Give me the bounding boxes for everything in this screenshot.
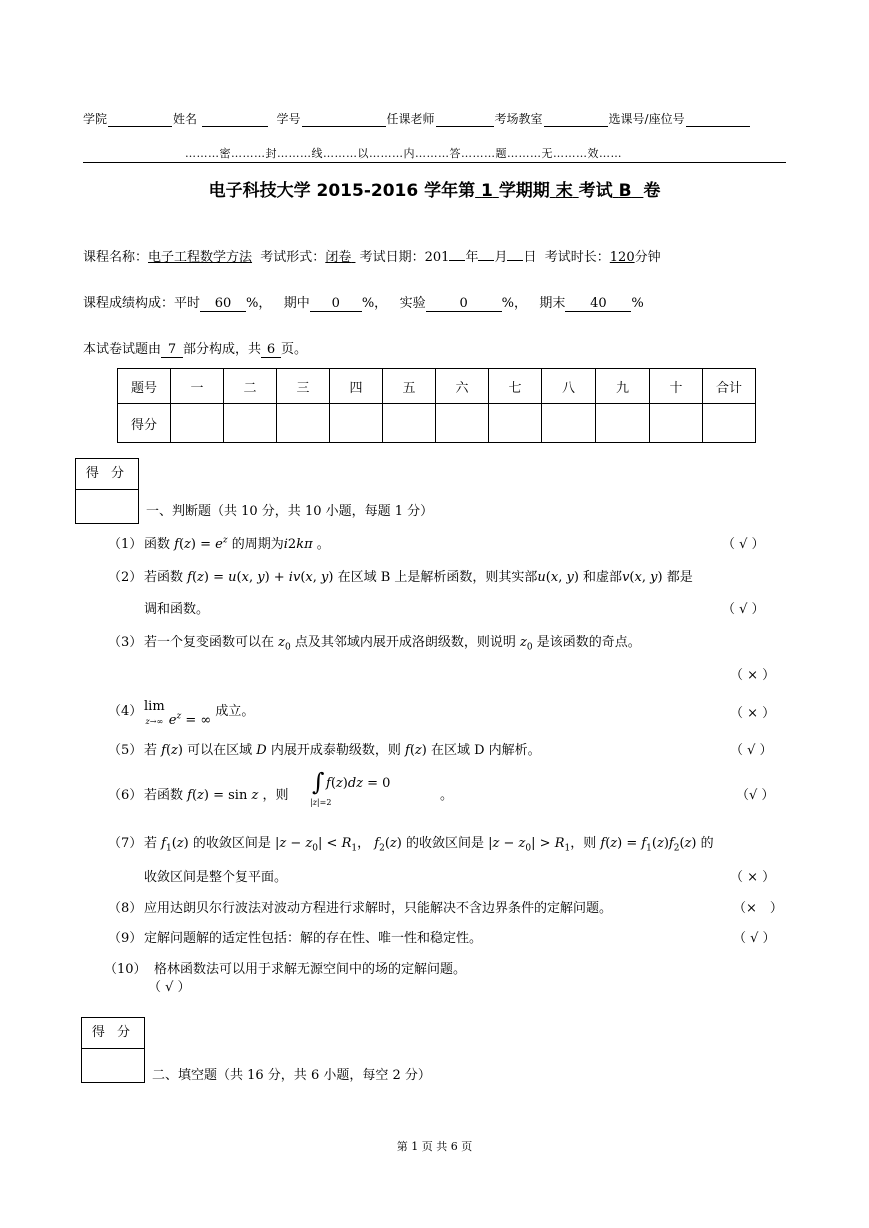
lab-value: 0 xyxy=(426,297,502,312)
score-cell[interactable] xyxy=(383,404,436,443)
parts-mid: 部分构成，共 xyxy=(183,342,262,357)
mid-percent: %， xyxy=(361,296,388,311)
teacher-field[interactable] xyxy=(436,112,494,127)
column-header: 九 xyxy=(596,369,650,404)
parts-suffix: 页。 xyxy=(281,342,308,357)
mid-label: 期中 xyxy=(283,296,310,311)
question-number: （6） xyxy=(108,788,143,803)
course-name: 电子工程数学方法 xyxy=(148,250,253,265)
question-text: ，则 xyxy=(262,788,289,803)
column-header: 七 xyxy=(489,369,542,404)
formula: $|z - z_0| < R_1$ xyxy=(275,836,358,854)
column-header: 三 xyxy=(277,369,330,404)
question-5: （5） 若 f(z) 可以在区域 D 内展开成泰勒级数，则 f(z) 在区域 D 内解析。 xyxy=(108,739,541,758)
student-info-line xyxy=(83,110,751,127)
formula: D xyxy=(256,743,267,758)
teacher-label: 任课老师 xyxy=(386,112,435,126)
question-number: （9） xyxy=(108,931,143,946)
title-paper: B xyxy=(618,181,632,201)
answer-mark: （ × ） xyxy=(730,706,776,721)
room-field[interactable] xyxy=(544,112,608,127)
title-prefix: 电子科技大学 2015-2016 学年第 xyxy=(208,181,476,201)
column-header: 合计 xyxy=(703,369,756,404)
parts-prefix: 本试卷试题由 xyxy=(83,342,162,357)
question-text: 。 xyxy=(440,788,454,803)
regular-label: 平时 xyxy=(174,296,201,311)
question-text: 点及其邻域内展开成洛朗级数，则说明 xyxy=(294,635,516,650)
score-table xyxy=(117,368,756,443)
formula: z xyxy=(278,635,286,650)
limit-formula: lim z→∞ $e^z$ = ∞ xyxy=(144,699,212,728)
question-text: 若一个复变函数可以在 xyxy=(144,635,275,650)
question-number: （3） xyxy=(108,635,143,650)
question-text: 定解问题解的适定性包括：解的存在性、唯一性和稳定性。 xyxy=(144,931,483,946)
question-number: （5） xyxy=(108,743,143,758)
answer-mark: （√ ） xyxy=(736,788,775,803)
score-cell[interactable] xyxy=(489,404,542,443)
question-text: 函数 xyxy=(144,537,171,552)
column-header: 十 xyxy=(650,369,703,404)
seal-divider xyxy=(83,162,786,163)
final-label: 期末 xyxy=(539,296,566,311)
score-table-header-row xyxy=(118,369,756,404)
lab-label: 实验 xyxy=(399,296,426,311)
formula: f xyxy=(174,537,179,552)
question-number: （4） xyxy=(108,704,143,719)
score-cell[interactable] xyxy=(650,404,703,443)
question-text: 的收敛区间是 xyxy=(405,836,484,851)
answer-mark: （ √ ） xyxy=(733,931,776,946)
id-field[interactable] xyxy=(302,112,386,127)
course-label: 课程名称： xyxy=(83,250,149,265)
question-number: （8） xyxy=(108,901,143,916)
score-box-label: 得 分 xyxy=(82,1018,144,1049)
question-2-continued: 调和函数。 xyxy=(144,602,210,617)
score-cell[interactable] xyxy=(542,404,596,443)
question-text: 和虚部 xyxy=(583,570,623,585)
room-label: 考场教室 xyxy=(494,112,543,126)
question-text: 的收敛区间是 xyxy=(192,836,271,851)
title-middle: 学期期 xyxy=(498,181,550,201)
answer-mark: （× ） xyxy=(733,901,783,916)
question-text: 可以在区域 xyxy=(187,743,253,758)
question-10 xyxy=(104,958,466,977)
title-exam: 考试 xyxy=(578,181,613,201)
regular-percent: %， xyxy=(246,296,272,311)
formula: i xyxy=(283,537,288,552)
question-2: （2） 若函数 f(z) = u(x, y) + iv(x, y) 在区域 B 上是解析函数，则其实部u(x, y) 和虚部v(x, y) 都是 xyxy=(108,566,693,585)
question-6: （6） 若函数 f(z) = sin z ，则 xyxy=(108,784,289,803)
paper-structure-line xyxy=(83,338,307,358)
question-9 xyxy=(108,927,482,946)
final-value: 40 xyxy=(565,297,631,312)
score-table-score-row xyxy=(118,404,756,443)
month-field[interactable] xyxy=(478,260,494,261)
question-text: 都是 xyxy=(666,570,693,585)
question-text: 内展开成泰勒级数，则 xyxy=(270,743,401,758)
page-footer: 第 1 页 共 6 页 xyxy=(396,1140,473,1153)
form-label: 考试形式： xyxy=(260,250,326,265)
section2-score-field[interactable] xyxy=(82,1049,144,1082)
mid-value: 0 xyxy=(310,297,362,312)
question-text: 。 xyxy=(316,537,330,552)
formula: f xyxy=(187,570,192,585)
question-text: 成立。 xyxy=(215,704,255,719)
date-label: 考试日期： xyxy=(359,250,425,265)
question-text: 在区域 B 上是解析函数，则其实部 xyxy=(337,570,538,585)
question-text: 应用达朗贝尔行波法对波动方程进行求解时，只能解决不含边界条件的定解问题。 xyxy=(144,901,613,916)
question-number: （10） xyxy=(104,962,147,977)
formula: $|z - z_0| > R_1$ xyxy=(488,836,571,854)
question-text: 若函数 xyxy=(144,788,184,803)
question-text: 的 xyxy=(700,836,714,851)
column-header: 六 xyxy=(436,369,489,404)
final-percent: % xyxy=(631,296,644,311)
regular-value: 60 xyxy=(200,297,246,312)
grade-composition-line xyxy=(83,292,644,312)
question-7-continued: 收敛区间是整个复平面。 xyxy=(144,870,288,885)
question-text: ，则 xyxy=(570,836,597,851)
formula: f xyxy=(161,743,166,758)
column-header: 一 xyxy=(171,369,224,404)
name-field[interactable] xyxy=(202,112,268,127)
question-number: （1） xyxy=(108,537,143,552)
formula: $f(z) = f_1(z)f_2(z)$ xyxy=(600,836,697,854)
question-text: ， xyxy=(357,836,371,851)
exam-title xyxy=(0,176,869,201)
exam-form: 闭卷 xyxy=(325,250,352,265)
grade-label: 课程成绩构成： xyxy=(83,296,175,311)
question-text: 在区域 D 内解析。 xyxy=(430,743,541,758)
formula: f xyxy=(374,836,380,851)
seat-label: 选课号/座位号 xyxy=(608,112,685,126)
question-4 xyxy=(108,700,254,729)
formula: v xyxy=(622,570,630,585)
formula: f xyxy=(405,743,410,758)
question-3: （3） 若一个复变函数可以在 $z_0$ 点及其邻域内展开成洛朗级数，则说明 $z_0$ 是该函数的奇点。 xyxy=(108,631,641,653)
column-header: 四 xyxy=(330,369,383,404)
college-field[interactable] xyxy=(108,112,172,127)
duration-label: 考试时长： xyxy=(544,250,610,265)
column-header: 五 xyxy=(383,369,436,404)
year-prefix: 201 xyxy=(424,250,450,265)
question-7: （7） 若 $f_1(z)$ 的收敛区间是 $|z - z_0| < R_1$， $f_2(z)$ 的收敛区间是 $|z - z_0| > R_1$，则 $f(z) = f_1(z)f_2(z)$ 的 xyxy=(108,832,714,854)
title-suffix: 卷 xyxy=(643,181,661,201)
question-1: （1） 函数 $f(z) = e^z$ 的周期为i2kπ 。 xyxy=(108,533,330,552)
formula: z xyxy=(520,635,527,650)
college-label: 学院 xyxy=(83,112,108,126)
formula: f xyxy=(187,788,192,803)
question-text: 格林函数法可以用于求解无源空间中的场的定解问题。 xyxy=(154,962,467,977)
course-meta-line xyxy=(83,246,661,265)
seat-field[interactable] xyxy=(686,112,750,127)
question-8 xyxy=(108,897,612,916)
score-box-label: 得 分 xyxy=(76,459,138,490)
score-cell[interactable] xyxy=(224,404,277,443)
parts-count: 7 xyxy=(161,343,183,358)
title-semester: 1 xyxy=(481,181,493,201)
lab-percent: %， xyxy=(501,296,527,311)
section2-score-box xyxy=(81,1017,145,1083)
formula: u xyxy=(537,570,546,585)
question-text: 是该函数的奇点。 xyxy=(536,635,641,650)
column-header: 八 xyxy=(542,369,596,404)
score-cell[interactable] xyxy=(436,404,489,443)
column-header: 二 xyxy=(224,369,277,404)
score-label: 得分 xyxy=(118,404,171,443)
section2-title: 二、填空题（共 16 分，共 6 小题，每空 2 分） xyxy=(152,1068,431,1083)
formula: f xyxy=(161,836,166,851)
answer-mark: （ × ） xyxy=(730,870,776,885)
answer-mark: （ × ） xyxy=(730,668,776,683)
duration-unit: 分钟 xyxy=(634,250,661,265)
answer-mark: （ √ ） xyxy=(148,980,191,995)
seal-line-text: ………密………封………线………以………内………答………题………无………效…… xyxy=(185,147,622,160)
id-label: 学号 xyxy=(276,112,301,126)
name-label: 姓名 xyxy=(173,112,198,126)
score-cell[interactable] xyxy=(277,404,330,443)
year-field[interactable] xyxy=(449,260,465,261)
pages-count: 6 xyxy=(261,343,281,358)
score-cell[interactable] xyxy=(596,404,650,443)
month-unit: 月 xyxy=(494,250,508,265)
answer-mark: （ √ ） xyxy=(722,537,765,552)
question-text: 若 xyxy=(144,743,158,758)
score-cell[interactable] xyxy=(171,404,224,443)
day-unit: 日 xyxy=(523,250,537,265)
day-field[interactable] xyxy=(507,260,523,261)
integral-formula: ∫ |z|=2 f(z)dz = 0 xyxy=(310,768,391,807)
question-number-label: 题号 xyxy=(118,369,171,404)
question-text: 若函数 xyxy=(144,570,184,585)
question-text: 若 xyxy=(144,836,158,851)
question-number: （2） xyxy=(108,570,143,585)
score-cell[interactable] xyxy=(330,404,383,443)
answer-mark: （ √ ） xyxy=(722,602,765,617)
title-term: 末 xyxy=(555,181,573,201)
question-text: 的周期为 xyxy=(231,537,284,552)
score-cell[interactable] xyxy=(703,404,756,443)
answer-mark: （ √ ） xyxy=(730,743,773,758)
section1-score-box xyxy=(75,458,139,524)
question-number: （7） xyxy=(108,836,143,851)
year-unit: 年 xyxy=(465,250,479,265)
section1-score-field[interactable] xyxy=(76,490,138,523)
section1-title: 一、判断题（共 10 分，共 10 小题，每题 1 分） xyxy=(146,504,434,519)
duration-value: 120 xyxy=(609,250,635,265)
